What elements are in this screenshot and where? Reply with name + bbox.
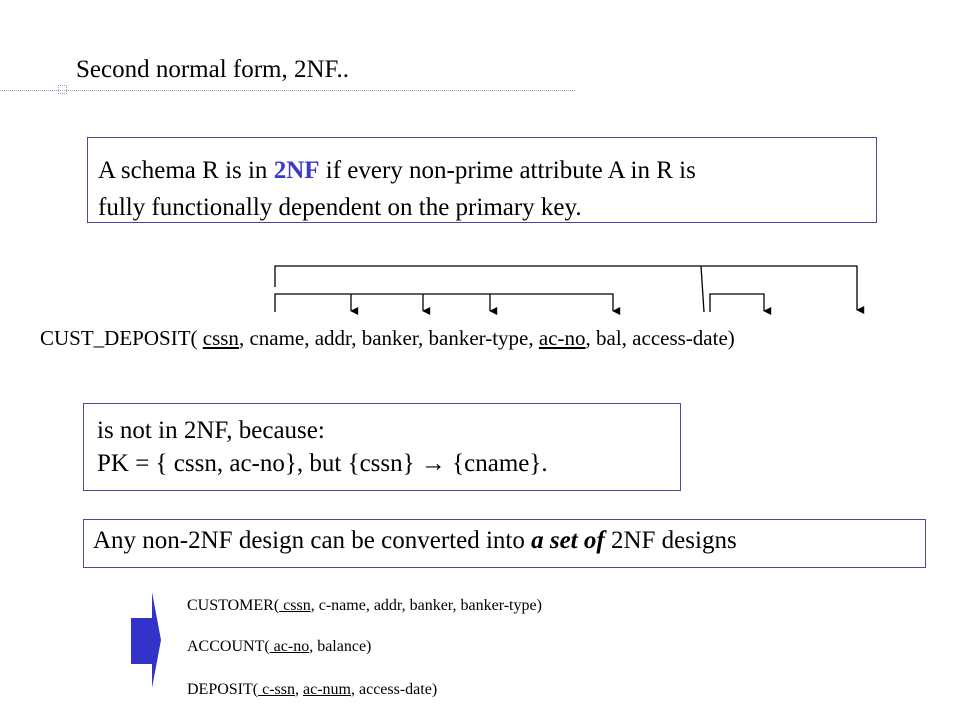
relation-attributes-tail: , bal, access-date) xyxy=(585,326,735,350)
decomposition-arrow-icon xyxy=(128,590,162,690)
conversion-box xyxy=(83,519,926,568)
table-key: c-ssn xyxy=(258,681,295,698)
table-attributes: , balance) xyxy=(309,638,372,655)
slide-title: Second normal form, 2NF.. xyxy=(76,56,349,83)
table-key-2: ac-num xyxy=(303,681,351,698)
title-divider-marker xyxy=(58,85,67,94)
table-name: DEPOSIT( xyxy=(187,681,259,698)
table-attributes: , access-date) xyxy=(350,681,438,698)
title-divider xyxy=(0,90,575,91)
conversion-text-start: Any non-2NF design can be converted into xyxy=(93,527,532,554)
conversion-text-end: 2NF designs xyxy=(604,527,737,554)
fd-full-key-bracket xyxy=(275,266,857,312)
reason-box xyxy=(83,403,681,491)
right-arrow-icon: → xyxy=(420,450,446,477)
conversion-emphasis: a set of xyxy=(531,527,605,554)
table-separator: , xyxy=(295,681,303,698)
reason-pk: PK = { cssn, ac-no}, but {cssn} xyxy=(97,450,421,477)
relation-name: CUST_DEPOSIT( xyxy=(40,326,198,350)
decomposition-deposit xyxy=(187,681,437,699)
reason-line-1: is not in 2NF, because: xyxy=(97,417,325,444)
decomposition-account xyxy=(187,638,371,656)
relation-key-acno: ac-no xyxy=(538,326,586,350)
table-name: CUSTOMER( xyxy=(187,597,280,614)
table-key: ac-no xyxy=(269,638,310,655)
fd-cssn-bracket xyxy=(275,294,613,312)
fd-acno-bracket xyxy=(710,294,764,312)
definition-text-end: if every non-prime attribute A in R is xyxy=(319,157,696,184)
relation-key-cssn: cssn xyxy=(202,326,239,350)
table-name: ACCOUNT( xyxy=(187,638,270,655)
definition-line-2: fully functionally dependent on the primary key. xyxy=(98,194,582,221)
table-attributes: , c-name, addr, banker, banker-type) xyxy=(310,597,542,614)
relation-schema xyxy=(40,326,735,351)
reason-dependency: {cname}. xyxy=(445,450,548,477)
decomposition-customer xyxy=(187,597,542,615)
relation-attributes: , cname, addr, banker, banker-type, xyxy=(238,326,539,350)
definition-text-start: A schema R is in xyxy=(98,157,274,184)
definition-box xyxy=(87,137,877,223)
definition-highlight: 2NF xyxy=(273,157,320,184)
table-key: cssn xyxy=(279,597,311,614)
